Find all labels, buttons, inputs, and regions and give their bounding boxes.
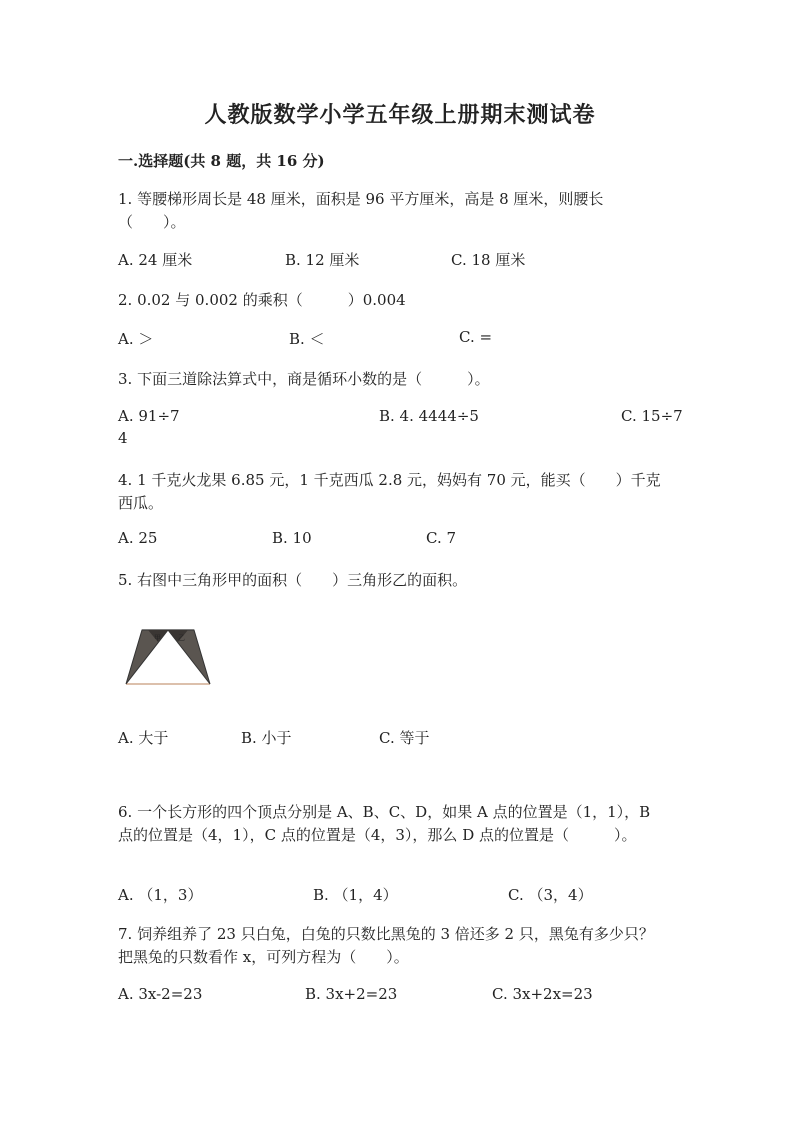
triangle-jia bbox=[126, 630, 168, 684]
question-7-option-a[interactable]: A. 3x-2=23 bbox=[118, 985, 203, 1003]
question-1-text-cont: （ ）。 bbox=[118, 213, 186, 231]
figure-label-yi: 乙 bbox=[178, 634, 185, 642]
question-4-option-c[interactable]: C. 7 bbox=[426, 529, 457, 547]
question-1-option-c[interactable]: C. 18 厘米 bbox=[451, 251, 526, 269]
question-2-option-a[interactable]: A. ＞ bbox=[118, 330, 154, 348]
question-6-option-a[interactable]: A. （1，3） bbox=[118, 886, 203, 904]
question-6-text-cont: 点的位置是（4，1），C 点的位置是（4，3），那么 D 点的位置是（ ）。 bbox=[118, 826, 637, 844]
page-title: 人教版数学小学五年级上册期末测试卷 bbox=[204, 102, 596, 128]
question-7-option-c[interactable]: C. 3x+2x=23 bbox=[492, 985, 593, 1003]
question-7-option-b[interactable]: B. 3x+2=23 bbox=[305, 985, 398, 1003]
question-1-text: 1. 等腰梯形周长是 48 厘米，面积是 96 平方厘米，高是 8 厘米，则腰长 bbox=[118, 190, 604, 208]
question-4-text: 4. 1 千克火龙果 6.85 元，1 千克西瓜 2.8 元，妈妈有 70 元，能买（ ）千克 bbox=[118, 471, 661, 489]
question-1-option-a[interactable]: A. 24 厘米 bbox=[118, 251, 193, 269]
question-4-option-b[interactable]: B. 10 bbox=[272, 529, 312, 547]
question-1-option-b[interactable]: B. 12 厘米 bbox=[285, 251, 360, 269]
question-5-option-b[interactable]: B. 小于 bbox=[241, 729, 292, 747]
question-5-text: 5. 右图中三角形甲的面积（ ）三角形乙的面积。 bbox=[118, 571, 468, 589]
question-7-text-cont: 把黑兔的只数看作 x，可列方程为（ ）。 bbox=[118, 948, 409, 966]
question-3-option-b[interactable]: B. 4. 4444÷5 bbox=[379, 407, 479, 425]
question-3-option-c-wrap: 4 bbox=[118, 429, 128, 447]
question-2-text: 2. 0.02 与 0.002 的乘积（ ）0.004 bbox=[118, 291, 406, 309]
figure-label-jia: 甲 bbox=[154, 634, 161, 642]
question-3-option-c[interactable]: C. 15÷7 bbox=[621, 407, 683, 425]
question-2-option-c[interactable]: C. = bbox=[459, 328, 493, 346]
question-5-option-a[interactable]: A. 大于 bbox=[118, 729, 169, 747]
question-4-text-cont: 西瓜。 bbox=[118, 494, 164, 512]
question-4-option-a[interactable]: A. 25 bbox=[118, 529, 158, 547]
question-6-option-c[interactable]: C. （3，4） bbox=[508, 886, 593, 904]
section-heading: 一.选择题(共 8 题，共 16 分) bbox=[118, 152, 325, 170]
question-5-option-c[interactable]: C. 等于 bbox=[379, 729, 430, 747]
question-2-option-b[interactable]: B. ＜ bbox=[289, 330, 325, 348]
question-3-text: 3. 下面三道除法算式中，商是循环小数的是（ ）。 bbox=[118, 370, 490, 388]
question-6-text: 6. 一个长方形的四个顶点分别是 A、B、C、D，如果 A 点的位置是（1，1），B bbox=[118, 803, 651, 821]
question-7-text: 7. 饲养组养了 23 只白兔，白兔的只数比黑兔的 3 倍还多 2 只，黑兔有多少只？ bbox=[118, 925, 654, 943]
triangle-figure bbox=[120, 620, 220, 690]
question-3-option-a[interactable]: A. 91÷7 bbox=[118, 407, 180, 425]
question-6-option-b[interactable]: B. （1，4） bbox=[313, 886, 398, 904]
triangle-yi bbox=[168, 630, 210, 684]
